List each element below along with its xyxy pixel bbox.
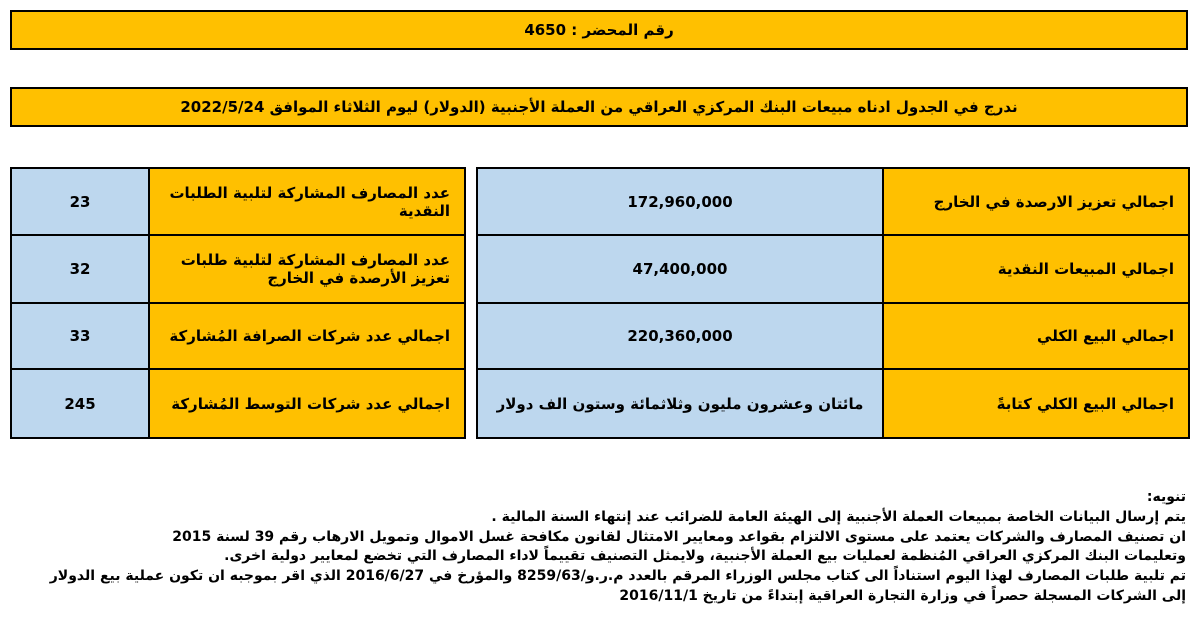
row-value: 23: [11, 168, 149, 235]
row-value: 32: [11, 235, 149, 303]
row-value: 47,400,000: [477, 235, 883, 303]
row-label: اجمالي عدد شركات الصرافة المُشاركة: [149, 303, 465, 369]
intro-text: ندرج في الجدول ادناه مبيعات البنك المركزي العراقي من العملة الأجنبية (الدولار) ليوم الثلاثاء الموافق 2022/5/24: [180, 98, 1018, 116]
note-line: تم تلبية طلبات المصارف لهذا اليوم استناداً الى كتاب مجلس الوزراء المرقم بالعدد م.ر.و/8259/63 والمؤرخ في 2016/6/27 الذي اقر بموجبه ان تكون عملية بيع الدولار: [49, 568, 1186, 585]
table-row: [11, 303, 465, 369]
row-value: 245: [11, 369, 149, 438]
table-row: [11, 369, 465, 438]
row-value: مائتان وعشرون مليون وثلاثمائة وستون الف دولار: [477, 369, 883, 438]
note-line: ان تصنيف المصارف والشركات يعتمد على مستوى الالتزام بقواعد ومعايير الامتثال لقانون مكافحة غسل الاموال وتمويل الارهاب رقم 39 لسنة 2015: [172, 528, 1186, 545]
row-label: اجمالي البيع الكلي: [883, 303, 1189, 369]
row-value: 172,960,000: [477, 168, 883, 235]
table-row: [477, 369, 1189, 438]
table-row: [477, 168, 1189, 235]
sales-table: [476, 167, 1190, 439]
row-value: 220,360,000: [477, 303, 883, 369]
note-line: يتم إرسال البيانات الخاصة بمبيعات العملة الأجنبية إلى الهيئة العامة للضرائب عند إنتهاء السنة المالية .: [491, 508, 1186, 525]
notes-section: [10, 488, 1186, 607]
row-label: اجمالي البيع الكلي كتابةً: [883, 369, 1189, 438]
row-label: عدد المصارف المشاركة لتلبية طلبات تعزيز الأرصدة في الخارج: [149, 235, 465, 303]
table-row: [477, 303, 1189, 369]
minutes-number-bar: [10, 10, 1188, 50]
notes-title: تنويه:: [1146, 489, 1186, 505]
table-row: [477, 235, 1189, 303]
row-label: اجمالي تعزيز الارصدة في الخارج: [883, 168, 1189, 235]
row-label: عدد المصارف المشاركة لتلبية الطلبات النقدية: [149, 168, 465, 235]
row-label: اجمالي عدد شركات التوسط المُشاركة: [149, 369, 465, 438]
note-line: وتعليمات البنك المركزي العراقي المُنظمة لعمليات بيع العملة الأجنبية، ولايمثل التصنيف تقييماً لاداء المصارف التي تخضع لمعايير دولية اخرى.: [224, 548, 1186, 565]
table-row: [11, 168, 465, 235]
table-row: [11, 235, 465, 303]
note-line: إلى الشركات المسجلة حصراً في وزارة التجارة العراقية إبتداءً من تاريخ 2016/11/1: [619, 587, 1186, 604]
row-label: اجمالي المبيعات النقدية: [883, 235, 1189, 303]
row-value: 33: [11, 303, 149, 369]
minutes-number: رقم المحضر : 4650: [524, 21, 674, 39]
intro-bar: [10, 87, 1188, 127]
participants-table: [10, 167, 466, 439]
